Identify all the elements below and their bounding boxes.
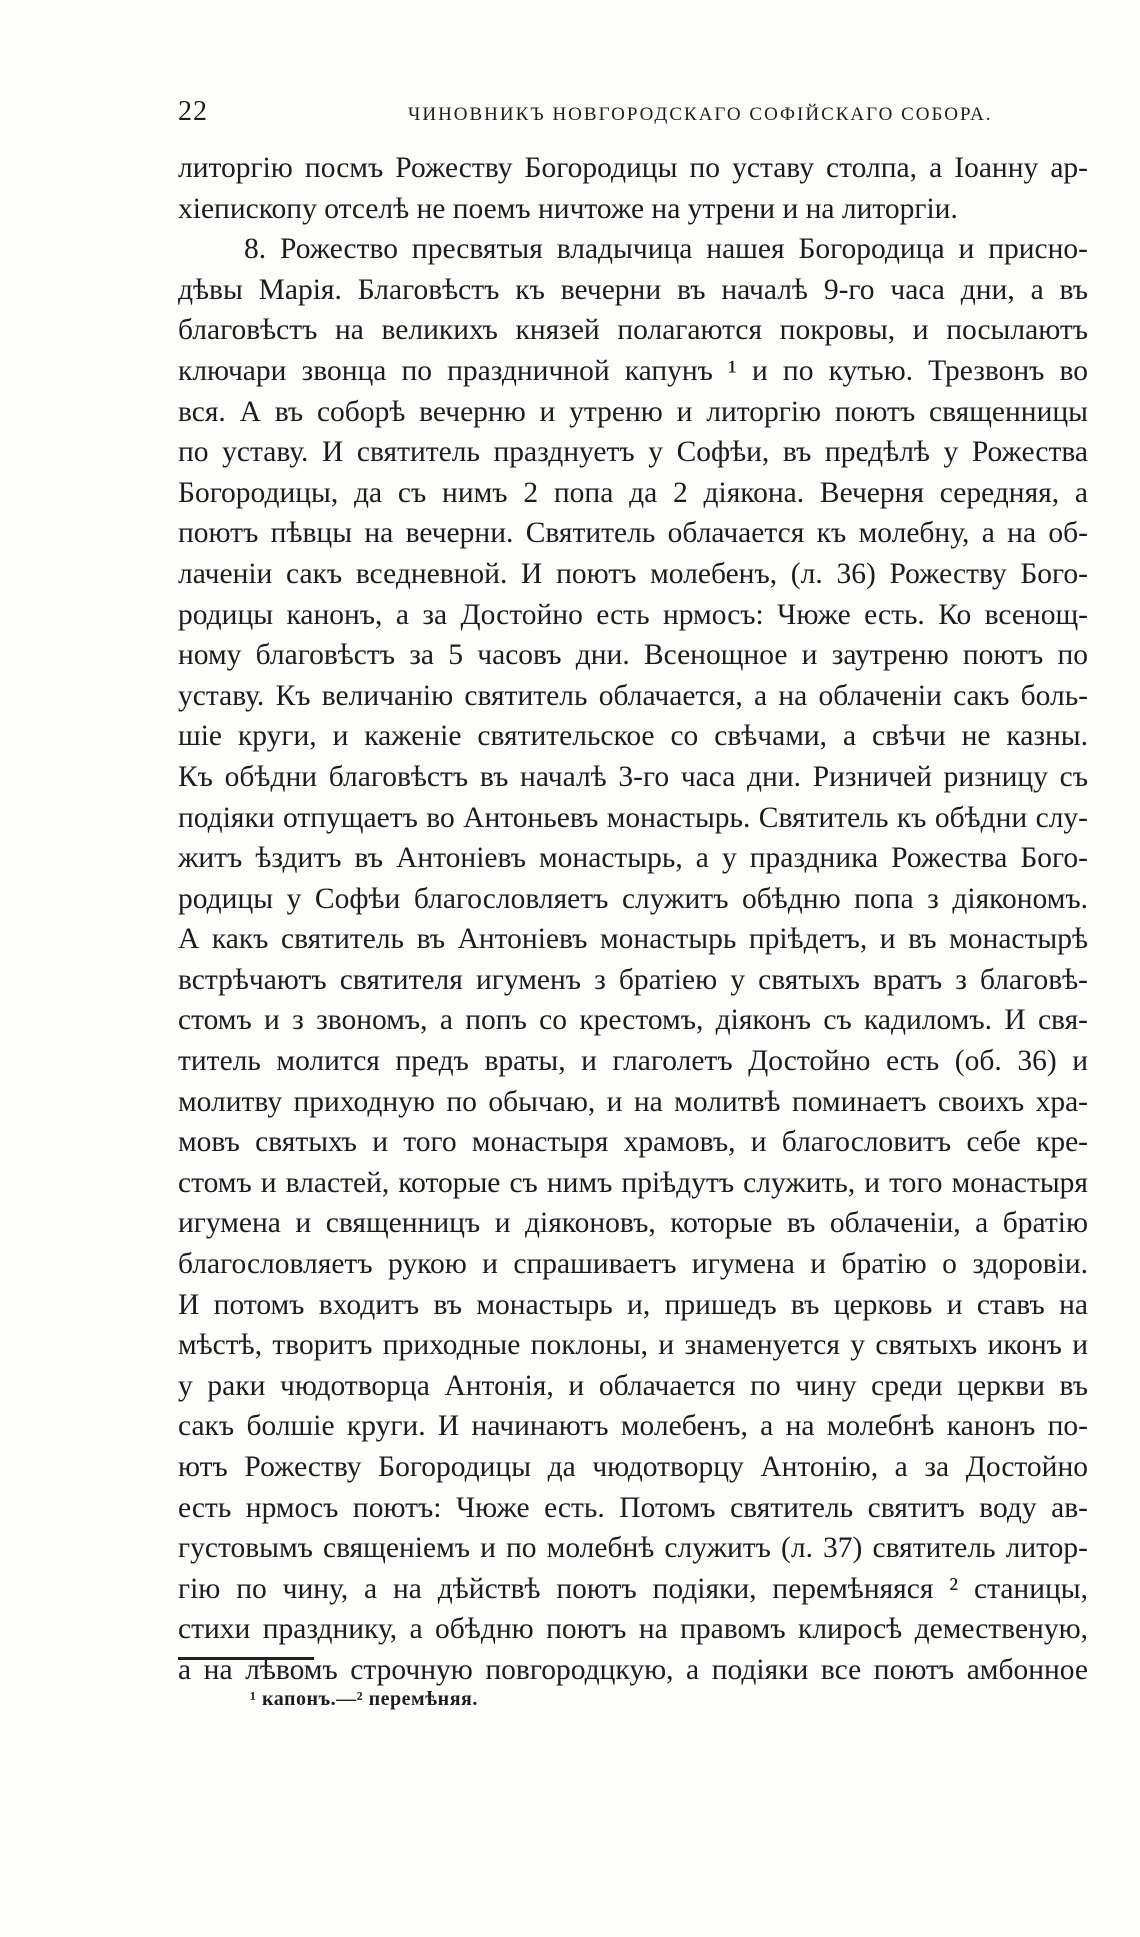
text-line: родицы у Софѣи благословляетъ служитъ обѣдню попа з діякономъ. <box>178 882 1088 915</box>
text-line: А какъ святитель въ Антоніевъ монастырь пріѣдетъ, и въ монастырѣ <box>178 923 1088 956</box>
text-line: густовымъ священіемъ и по молебнѣ служитъ (л. 37) святитель литор- <box>178 1532 1088 1565</box>
footnote: ¹ капонъ.—² перемѣняя. <box>250 1688 478 1710</box>
text-line: стомъ и з звономъ, а попъ со крестомъ, діяконъ съ кадиломъ. И свя- <box>178 1004 1088 1037</box>
paragraph-start-line: 8. Рожество пресвятыя владычица нашея Богородица и присно- <box>244 233 1088 266</box>
text-line: благословляетъ рукою и спрашиваетъ игумена и братію о здоровіи. <box>178 1248 1088 1281</box>
text-line: ключари звонца по праздничной капунъ ¹ и по кутью. Трезвонъ во <box>178 354 1088 387</box>
text-line: шіе круги, и каженіе святительское со свѣчами, а свѣчи не казны. <box>178 720 1088 753</box>
text-line: литоргію посмъ Рожеству Богородицы по уставу столпа, а Іоанну ар- <box>178 152 1088 184</box>
text-line: лаченіи сакъ вседневной. И поютъ молебенъ, (л. 36) Рожеству Бого- <box>178 557 1088 590</box>
text-line: гію по чину, а на дѣйствѣ поютъ подіяки, перемѣняяся ² станицы, <box>178 1572 1088 1605</box>
text-line: по уставу. И святитель празднуетъ у Софѣи, въ предѣлѣ у Рожества <box>178 436 1088 469</box>
page-header <box>178 96 1088 136</box>
text-line: хіепископу отселѣ не поемъ ничтоже на утрени и на литоргіи. <box>178 192 958 225</box>
text-line: стихи празднику, а обѣдню поютъ на правомъ клиросѣ демественую, <box>178 1613 1088 1646</box>
text-line: Богородицы, да съ нимъ 2 попа да 2 діякона. Вечерня середняя, а <box>178 476 1088 509</box>
text-line: родицы канонъ, а за Достойно есть нрмосъ: Чюже есть. Ко всенощ- <box>178 598 1088 631</box>
text-line: встрѣчаютъ святителя игуменъ з братіею у святыхъ вратъ з благовѣ- <box>178 963 1088 996</box>
running-head: ЧИНОВНИКЪ НОВГОРОДСКАГО СОФІЙСКАГО СОБОРА. <box>408 104 993 125</box>
text-line: стомъ и властей, которые съ нимъ пріѣдутъ служить, и того монастыря <box>178 1166 1088 1199</box>
text-line: житъ ѣздитъ въ Антоніевъ монастырь, а у праздника Рожества Бого- <box>178 842 1088 875</box>
text-line: мѣстѣ, творитъ приходные поклоны, и знаменуется у святыхъ иконъ и <box>178 1329 1088 1362</box>
footnote-divider <box>178 1657 314 1660</box>
text-line: уставу. Къ величанію святитель облачается, а на облаченіи сакъ боль- <box>178 679 1088 712</box>
text-line: сакъ болшіе круги. И начинаютъ молебенъ, а на молебнѣ канонъ по- <box>178 1410 1088 1443</box>
text-line: поютъ пѣвцы на вечерни. Святитель облачается къ молебну, а на об- <box>178 517 1088 550</box>
text-line: Къ обѣдни благовѣстъ въ началѣ 3-го часа дни. Ризничей ризницу съ <box>178 760 1088 793</box>
text-line: игумена и священницъ и діяконовъ, которые въ облаченіи, а братію <box>178 1207 1088 1240</box>
text-line: дѣвы Марія. Благовѣстъ къ вечерни въ началѣ 9-го часа дни, а въ <box>178 273 1088 306</box>
text-line: есть нрмосъ поютъ: Чюже есть. Потомъ святитель святитъ воду ав- <box>178 1491 1088 1524</box>
text-line: мовъ святыхъ и того монастыря храмовъ, и благословитъ себе кре- <box>178 1126 1088 1159</box>
text-line: у раки чюдотворца Антонія, и облачается по чину среди церкви въ <box>178 1369 1088 1402</box>
body-text <box>178 148 1088 1691</box>
text-line: вся. А въ соборѣ вечерню и утреню и литоргію поютъ священницы <box>178 395 1088 428</box>
text-line: титель молится предъ враты, и глаголетъ Достойно есть (об. 36) и <box>178 1045 1088 1078</box>
page-number: 22 <box>178 96 208 127</box>
text-line: И потомъ входитъ въ монастырь и, пришедъ въ церковь и ставъ на <box>178 1288 1088 1321</box>
text-line: ютъ Рожеству Богородицы да чюдотворцу Антонію, а за Достойно <box>178 1451 1088 1483</box>
text-line: ному благовѣстъ за 5 часовъ дни. Всенощное и заутреню поютъ по <box>178 639 1088 672</box>
text-line: подіяки отпущаетъ во Антоньевъ монастырь. Святитель къ обѣдни слу- <box>178 801 1088 834</box>
text-line: благовѣстъ на великихъ князей полагаются покровы, и посылаютъ <box>178 314 1088 347</box>
text-line: молитву приходную по обычаю, и на молитвѣ поминаетъ своихъ хра- <box>178 1085 1088 1118</box>
text-line: а на лѣвомъ строчную повгородцкую, а подіяки все поютъ амбонное <box>178 1653 1088 1686</box>
